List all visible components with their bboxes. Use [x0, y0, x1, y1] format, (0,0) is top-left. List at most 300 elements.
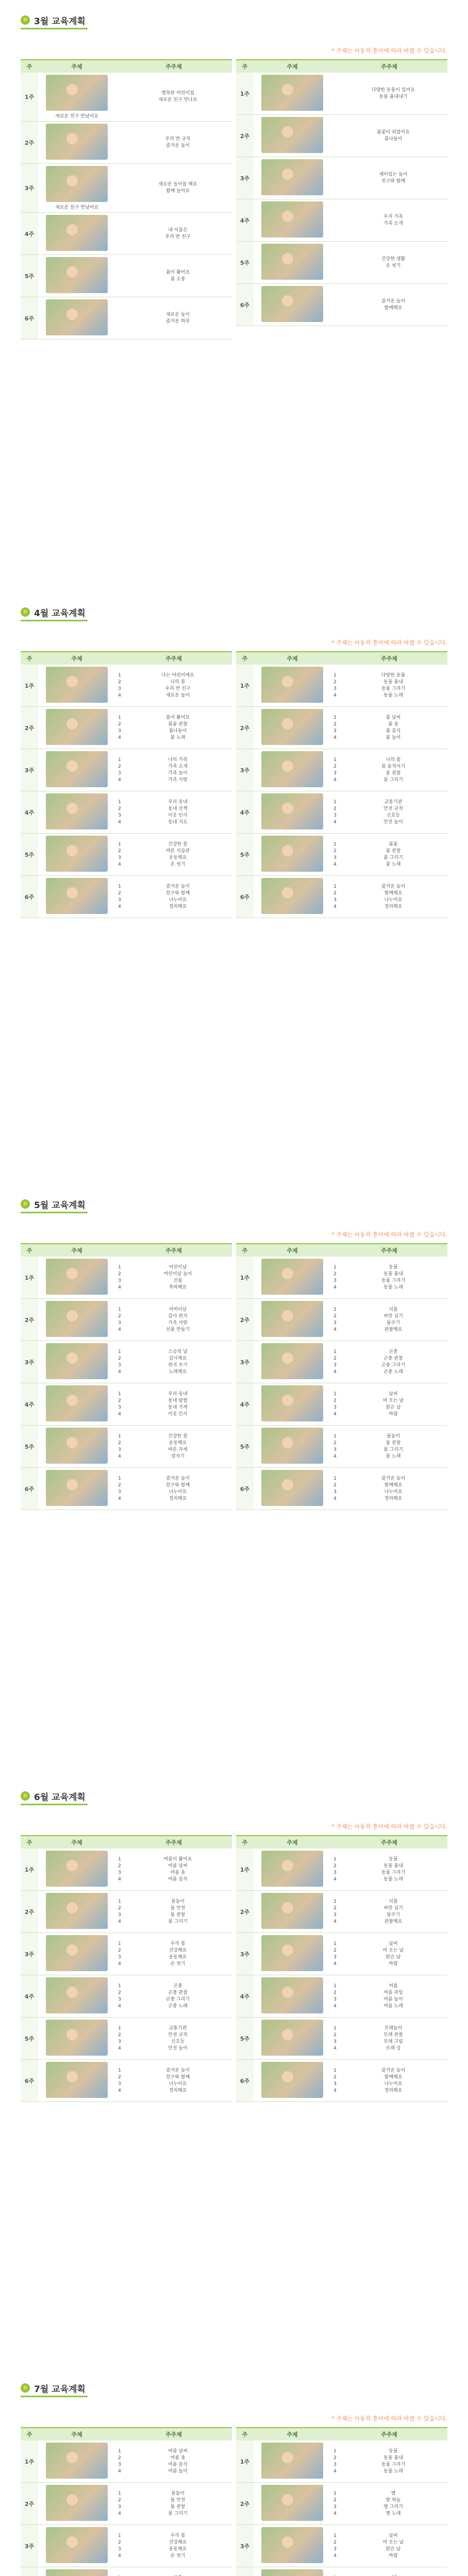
item-number	[331, 172, 339, 178]
item-line	[331, 819, 447, 826]
item-line	[115, 861, 232, 868]
activity-photo	[46, 124, 108, 160]
photo-cell	[254, 791, 331, 833]
item-line	[115, 2468, 232, 2475]
item-line	[115, 715, 232, 721]
item-text: 물놀이	[171, 2490, 185, 2496]
activity-photo	[261, 878, 323, 914]
item-text: 우리 몸	[170, 2533, 186, 2538]
item-line	[331, 1870, 447, 1876]
activity-photo	[261, 1470, 323, 1506]
item-line	[331, 2546, 447, 2553]
item-text: 즐거운 놀이	[165, 884, 190, 889]
item-text: 날씨	[389, 2533, 398, 2538]
item-line	[115, 1284, 232, 1291]
items-cell	[115, 749, 232, 791]
item-line	[331, 1905, 447, 1912]
photo-cell	[254, 2060, 331, 2102]
activity-photo	[261, 2527, 323, 2563]
item-text: 즐거운 놀이	[381, 298, 406, 304]
table-row	[236, 1849, 447, 1891]
item-text: 모래 그림	[383, 2039, 403, 2044]
activity-photo	[46, 667, 108, 703]
item-number: 4	[333, 2553, 337, 2558]
item-number: 2	[333, 1271, 337, 1277]
item-number: 3	[333, 1447, 337, 1452]
item-number: 1	[333, 799, 337, 805]
item-line	[331, 1961, 447, 1968]
item-number	[331, 263, 339, 269]
photo-cell	[254, 1975, 331, 2017]
item-text: 정리해요	[169, 904, 187, 909]
item-number: 2	[333, 1990, 337, 1995]
photo-cell	[254, 665, 331, 706]
item-number: 1	[118, 1941, 121, 1946]
item-line	[331, 2039, 447, 2045]
item-line	[331, 2074, 447, 2081]
table-row	[21, 876, 232, 918]
item-line	[331, 2025, 447, 2032]
item-number	[331, 256, 339, 263]
items-cell	[115, 876, 232, 918]
item-number: 4	[333, 2511, 337, 2516]
item-text: 가족 사랑	[168, 1320, 188, 1326]
table-header	[21, 60, 232, 73]
items-cell	[115, 122, 232, 163]
item-text: 동물 흉내	[383, 679, 403, 685]
item-number: 2	[333, 2074, 337, 2080]
week-label: 6주	[21, 297, 38, 339]
item-line	[331, 1899, 447, 1905]
item-line	[115, 1961, 232, 1968]
item-line	[115, 136, 232, 143]
week-label: 6주	[236, 876, 254, 918]
item-number: 1	[333, 1307, 337, 1312]
items-cell	[115, 2441, 232, 2482]
week-label: 2주	[236, 1891, 254, 1933]
week-label: 6주	[21, 1468, 38, 1510]
item-text: 여름 옷	[170, 1870, 186, 1875]
week-label: 3주	[236, 157, 254, 199]
item-line	[331, 1411, 447, 1418]
item-text: 동네 지도	[168, 819, 188, 825]
item-line	[331, 1433, 447, 1440]
table-row	[236, 2018, 447, 2060]
item-line	[331, 2490, 447, 2497]
items-cell	[115, 2525, 232, 2567]
activity-photo	[46, 836, 108, 872]
item-text: 친구와 함께	[381, 178, 406, 184]
header-content: 주주제	[165, 1247, 182, 1254]
item-line	[115, 1983, 232, 1990]
item-text: 우리 반 친구	[165, 234, 191, 240]
section-title	[21, 1196, 86, 1212]
activity-photo	[46, 1470, 108, 1506]
week-label: 4주	[21, 791, 38, 833]
item-line	[331, 2448, 447, 2455]
items-cell	[115, 2060, 232, 2102]
table-header	[21, 1244, 232, 1257]
item-text: 행복한 어린이집	[161, 91, 194, 96]
item-line	[331, 721, 447, 728]
table-row	[236, 284, 447, 326]
item-line	[115, 1912, 232, 1919]
item-line	[331, 1313, 447, 1320]
item-number: 1	[118, 715, 121, 720]
table-row	[236, 1383, 447, 1426]
items-cell	[331, 242, 447, 283]
table-row	[21, 707, 232, 749]
item-line	[331, 2045, 447, 2052]
leaf-icon	[21, 607, 30, 617]
item-text: 동물 그리기	[381, 1870, 406, 1875]
item-text: 가족 사랑	[168, 777, 188, 783]
item-number: 4	[118, 735, 121, 740]
item-text: 정리해요	[384, 2088, 403, 2093]
title-underline	[21, 2396, 88, 2397]
item-text: 즐거운 놀이	[165, 2067, 190, 2073]
item-line	[331, 764, 447, 770]
item-text: 물 노래	[386, 1453, 401, 1459]
item-number: 2	[118, 2455, 121, 2461]
item-number: 2	[333, 1313, 337, 1319]
item-number: 4	[333, 1961, 337, 1967]
item-line	[331, 1876, 447, 1883]
item-number: 1	[333, 672, 337, 678]
week-label: 4주	[21, 213, 38, 255]
photo-cell	[254, 707, 331, 749]
week-label: 1주	[236, 665, 254, 706]
table-row	[21, 2483, 232, 2525]
item-text: 안전 규칙	[168, 2032, 188, 2038]
item-number: 3	[118, 1362, 121, 1368]
item-line	[331, 1947, 447, 1954]
item-number: 1	[333, 884, 337, 889]
item-number: 2	[118, 1355, 121, 1361]
item-line	[331, 256, 447, 263]
photo-cell	[38, 164, 115, 212]
week-label: 5주	[236, 2018, 254, 2059]
item-line	[331, 2511, 447, 2517]
item-text: 여름 음식	[168, 2462, 188, 2467]
item-line	[331, 2533, 447, 2539]
table-row	[21, 1468, 232, 1510]
item-line	[115, 2455, 232, 2462]
item-number: 1	[333, 1264, 337, 1270]
item-number: 2	[118, 721, 121, 727]
week-label: 3주	[21, 1933, 38, 1975]
item-text: 우리 반 규칙	[165, 136, 191, 142]
item-line	[115, 1264, 232, 1271]
item-number: 3	[118, 855, 121, 860]
table-header	[21, 652, 232, 665]
item-text: 동네 가게	[168, 1404, 188, 1410]
week-label: 5주	[236, 1426, 254, 1467]
table-row	[21, 1849, 232, 1891]
item-text: 동물 노래	[383, 2468, 403, 2474]
items-cell	[331, 2441, 447, 2482]
item-line	[115, 276, 232, 283]
items-cell	[331, 1891, 447, 1933]
item-text: 씨앗 심기	[383, 1905, 403, 1911]
week-label: 5주	[236, 242, 254, 283]
activity-photo	[261, 117, 323, 153]
item-line	[331, 897, 447, 904]
item-text: 곤충 노래	[168, 2003, 188, 2009]
table-row	[236, 2567, 447, 2576]
item-text: 운동해요	[169, 1440, 187, 1446]
item-text: 동물 노래	[383, 1284, 403, 1290]
item-text: 나누어요	[384, 2081, 403, 2087]
activity-photo	[261, 1428, 323, 1464]
items-cell	[331, 2567, 447, 2576]
item-text: 나누어요	[384, 897, 403, 903]
item-line	[331, 2067, 447, 2074]
item-line	[331, 1349, 447, 1355]
activity-photo	[46, 257, 108, 293]
table-row	[21, 122, 232, 164]
item-text: 나의 가족	[168, 757, 188, 762]
item-line	[115, 890, 232, 897]
item-line	[331, 812, 447, 819]
item-number: 2	[333, 2032, 337, 2038]
item-text: 봄이 왔어요	[165, 715, 190, 720]
item-text: 선물 만들기	[165, 1327, 190, 1332]
table-row	[21, 749, 232, 791]
plan-table	[21, 2427, 232, 2576]
item-text: 손 씻기	[170, 2553, 186, 2558]
activity-photo	[261, 2485, 323, 2521]
item-text: 재미있는 놀이	[379, 172, 408, 177]
item-number: 2	[333, 679, 337, 685]
title-underline	[21, 1804, 88, 1805]
item-line	[115, 1355, 232, 1362]
item-number	[331, 87, 339, 94]
photo-cell	[38, 2525, 115, 2567]
item-text: 동물 흉내	[383, 1863, 403, 1869]
item-text: 새로운 놀이	[165, 312, 190, 317]
week-label: 5주	[21, 1426, 38, 1467]
item-number: 2	[333, 1440, 337, 1446]
section-note: * 주제는 아동의 흥미에 따라 바뀔 수 있습니다.	[331, 2415, 447, 2422]
week-label: 4주	[21, 1975, 38, 2017]
items-cell	[115, 1891, 232, 1933]
item-text: 별 노래	[386, 2511, 401, 2516]
items-cell	[331, 73, 447, 114]
item-text: 나누어요	[169, 2081, 187, 2087]
item-text: 운동해요	[169, 1954, 187, 1960]
item-line	[115, 2067, 232, 2074]
item-text: 관찰해요	[384, 1919, 403, 1924]
photo-cell	[38, 707, 115, 749]
item-text: 친구와 함께	[165, 2074, 190, 2080]
item-number: 1	[118, 2448, 121, 2454]
table-header	[236, 1836, 447, 1849]
item-number: 2	[118, 1990, 121, 1995]
week-label: 5주	[21, 834, 38, 875]
header-week: 주	[242, 1247, 248, 1254]
item-line	[331, 214, 447, 221]
items-cell	[331, 1468, 447, 1510]
item-text: 동물 흉내	[383, 1271, 403, 1277]
item-line	[115, 143, 232, 149]
item-line	[115, 1870, 232, 1876]
item-text: 곤충 관찰	[168, 1990, 188, 1995]
item-text: 우리 몸	[170, 1941, 186, 1946]
item-line	[331, 806, 447, 812]
item-line	[331, 1912, 447, 1919]
activity-photo	[261, 2062, 323, 2098]
header-theme: 주제	[71, 655, 82, 662]
item-line	[331, 777, 447, 784]
item-line	[115, 1482, 232, 1489]
week-label: 6주	[21, 2060, 38, 2102]
table-row	[236, 665, 447, 707]
week-label: 3주	[236, 1933, 254, 1975]
item-number: 4	[333, 861, 337, 867]
item-text: 동물 그리기	[381, 2462, 406, 2467]
item-text: 즐거운 하루	[165, 318, 190, 324]
item-text: 나누어요	[384, 1489, 403, 1495]
item-number	[115, 97, 124, 104]
item-line	[331, 1278, 447, 1284]
item-number: 2	[118, 2539, 121, 2545]
item-text: 봄 소풍	[170, 276, 186, 282]
item-line	[331, 1996, 447, 2003]
item-text: 곤충 노래	[383, 1369, 403, 1375]
item-line	[115, 2448, 232, 2455]
photo-cell	[38, 2060, 115, 2102]
item-number: 3	[118, 1278, 121, 1283]
item-line	[331, 1284, 447, 1291]
item-text: 정리해요	[384, 1496, 403, 1501]
table-row	[236, 2441, 447, 2483]
photo-cell	[38, 255, 115, 297]
item-text: 건강해요	[169, 2539, 187, 2545]
item-text: 다양한 동물	[381, 672, 406, 678]
section-title-text: 7월 교육계획	[34, 2384, 86, 2395]
week-label: 1주	[21, 1257, 38, 1298]
item-number	[331, 129, 339, 136]
item-text: 동물	[389, 1856, 398, 1862]
photo-cell	[38, 213, 115, 255]
item-number: 3	[333, 1404, 337, 1410]
header-week: 주	[26, 655, 32, 662]
item-line	[331, 1489, 447, 1496]
item-number	[115, 188, 124, 195]
items-cell	[331, 749, 447, 791]
item-number: 3	[118, 2462, 121, 2467]
item-text: 선물	[173, 1278, 182, 1283]
item-text: 우리 반 친구	[165, 686, 191, 691]
photo-cell	[254, 115, 331, 157]
item-number: 3	[333, 1912, 337, 1918]
week-label: 3주	[21, 164, 38, 212]
item-text: 여름 과일	[383, 1990, 403, 1995]
item-number: 3	[333, 812, 337, 818]
photo-cell	[254, 749, 331, 791]
item-text: 봄나들이	[169, 728, 187, 734]
item-number: 2	[333, 1905, 337, 1911]
photo-cell	[254, 199, 331, 241]
items-cell	[115, 1975, 232, 2017]
items-cell	[115, 297, 232, 339]
photo-cell	[254, 1468, 331, 1510]
item-line	[115, 799, 232, 806]
item-line	[331, 1482, 447, 1489]
table-row	[236, 1468, 447, 1510]
item-number	[115, 227, 124, 234]
item-number: 2	[118, 1398, 121, 1403]
items-cell	[115, 665, 232, 706]
photo-cell	[254, 834, 331, 875]
header-week: 주	[242, 655, 248, 662]
item-number: 4	[333, 2468, 337, 2474]
item-text: 여름 날씨	[168, 1863, 188, 1869]
item-line	[115, 1447, 232, 1453]
week-label: 4주	[236, 199, 254, 241]
leaf-icon	[21, 2383, 30, 2393]
item-line	[331, 2462, 447, 2468]
item-number: 1	[118, 2533, 121, 2538]
item-line	[115, 188, 232, 195]
item-line	[115, 728, 232, 735]
item-number: 4	[118, 1919, 121, 1924]
item-line	[115, 1863, 232, 1870]
activity-photo	[46, 75, 108, 111]
item-text: 안전 규칙	[383, 806, 403, 811]
item-number: 1	[118, 1307, 121, 1312]
item-line	[331, 263, 447, 269]
item-line	[115, 2081, 232, 2088]
plan-table	[21, 1835, 232, 2102]
item-text: 몸 그리기	[383, 777, 403, 783]
item-line	[115, 1996, 232, 2003]
table-row	[21, 2525, 232, 2567]
item-number	[115, 234, 124, 241]
item-text: 바람	[389, 1411, 398, 1417]
item-text: 밤 하늘	[386, 2497, 401, 2503]
items-cell	[115, 2483, 232, 2524]
item-line	[115, 2025, 232, 2032]
item-number: 1	[333, 841, 337, 847]
header-week: 주	[26, 63, 32, 70]
photo-cell	[38, 1299, 115, 1341]
items-cell	[115, 707, 232, 749]
items-cell	[331, 834, 447, 875]
week-label: 5주	[21, 255, 38, 297]
item-number: 4	[118, 2088, 121, 2093]
item-line	[115, 819, 232, 826]
item-line	[331, 2088, 447, 2094]
activity-photo	[46, 1935, 108, 1971]
items-cell	[331, 157, 447, 199]
item-line	[331, 298, 447, 305]
item-text: 친구와 함께	[165, 890, 190, 896]
item-line	[115, 1876, 232, 1883]
item-text: 맑은 날	[386, 2546, 401, 2552]
item-text: 동물 흉내	[383, 2455, 403, 2461]
item-line	[331, 890, 447, 897]
item-text: 별	[391, 2490, 396, 2496]
item-number: 4	[333, 735, 337, 740]
item-line	[331, 2497, 447, 2504]
item-text: 모래 관찰	[383, 2032, 403, 2038]
item-line	[331, 770, 447, 777]
header-theme: 주제	[287, 655, 298, 662]
item-number: 1	[118, 1856, 121, 1862]
items-cell	[115, 255, 232, 297]
